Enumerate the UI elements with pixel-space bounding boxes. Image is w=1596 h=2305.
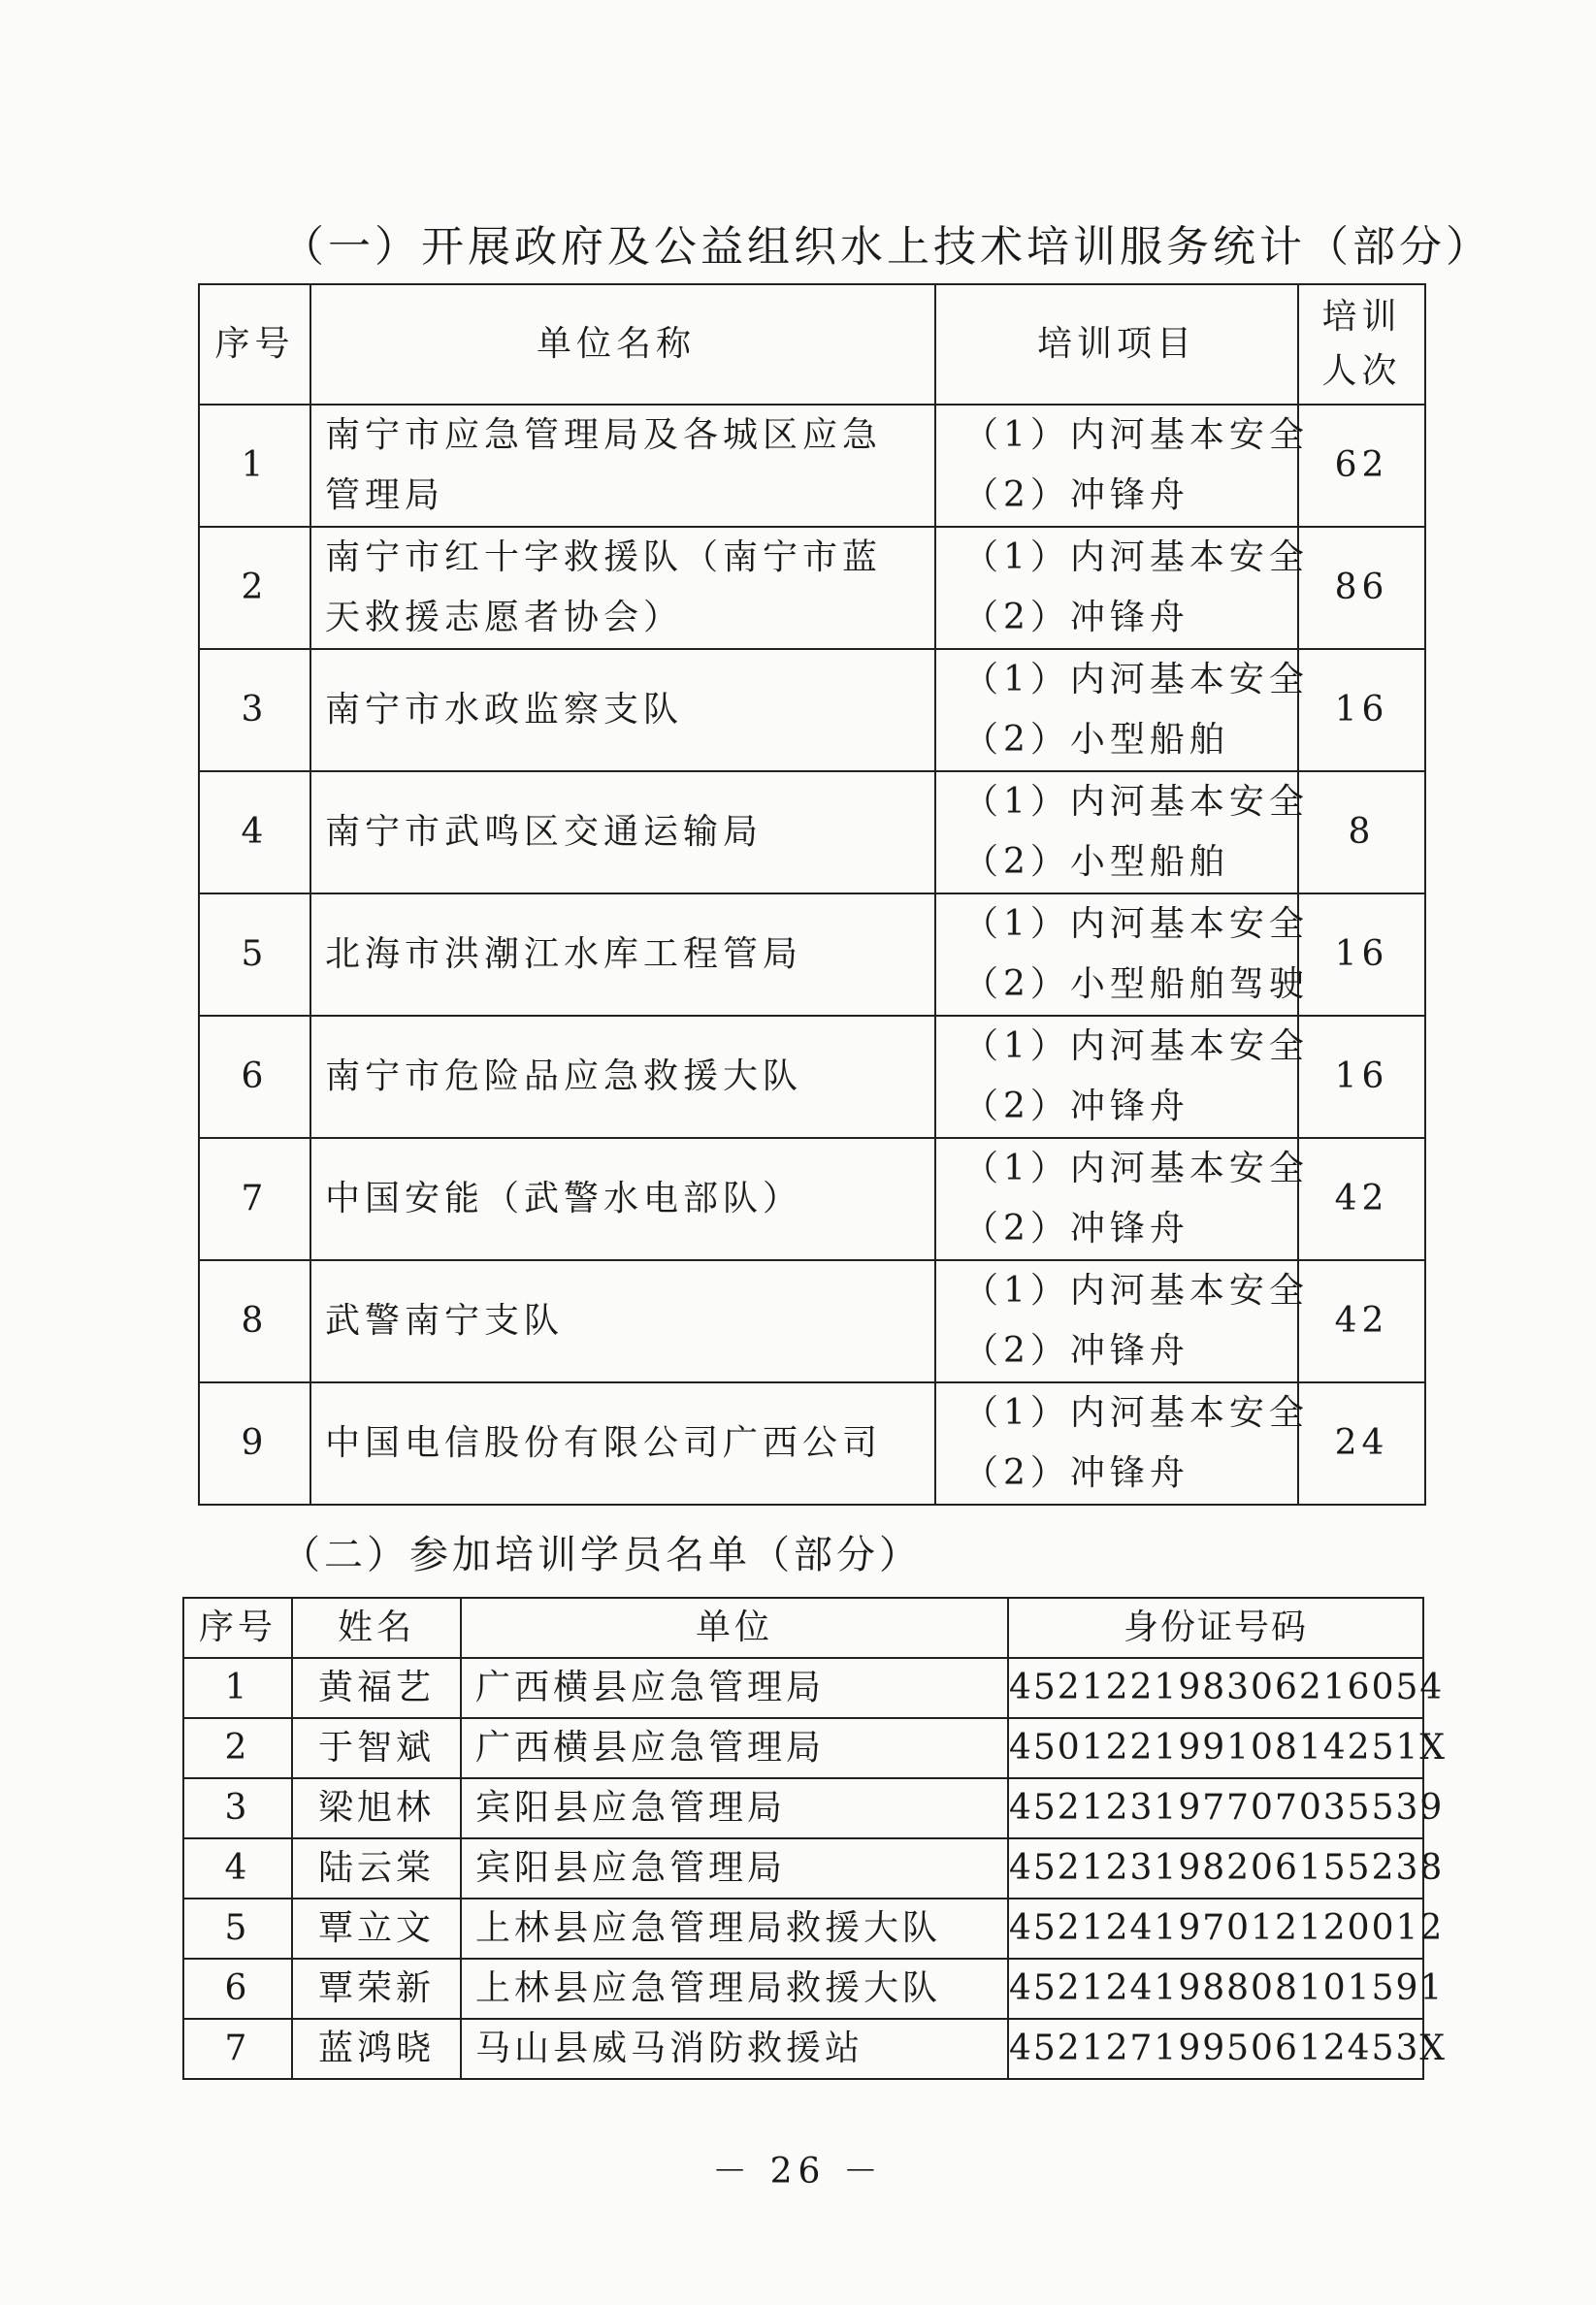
cell-unit: 广西横县应急管理局 — [461, 1718, 1008, 1778]
item-line-1: （1）内河基本安全 — [963, 660, 1309, 699]
cell-items — [935, 649, 1309, 771]
header-id: 身份证号码 — [1008, 1598, 1423, 1658]
cell-unit: 宾阳县应急管理局 — [461, 1778, 1008, 1838]
cell-no: 4 — [199, 771, 310, 893]
table-row — [183, 1899, 1423, 1959]
cell-unit: 马山县威马消防救援站 — [461, 2019, 1008, 2079]
cell-count: 8 — [1298, 771, 1425, 893]
cell-name: 蓝鸿晓 — [292, 2019, 461, 2079]
cell-unit: 南宁市水政监察支队 — [310, 649, 935, 771]
cell-no: 2 — [199, 527, 310, 649]
item-line-2: （2）冲锋舟 — [963, 1331, 1189, 1371]
cell-count: 16 — [1298, 649, 1425, 771]
header-no: 序号 — [183, 1598, 292, 1658]
table-row — [199, 1016, 1425, 1138]
cell-items — [935, 527, 1309, 649]
item-line-1: （1）内河基本安全 — [963, 904, 1309, 944]
item-line-2: （2）冲锋舟 — [963, 475, 1189, 515]
cell-no: 5 — [199, 893, 310, 1016]
table-header-row — [199, 284, 1425, 405]
table-row — [183, 2019, 1423, 2079]
cell-unit: 南宁市武鸣区交通运输局 — [310, 771, 935, 893]
header-count-line2: 人次 — [1321, 351, 1402, 391]
table-row — [183, 1959, 1423, 2019]
cell-no: 7 — [199, 1138, 310, 1260]
header-no: 序号 — [199, 284, 310, 405]
cell-no: 8 — [199, 1260, 310, 1382]
cell-name: 覃荣新 — [292, 1959, 461, 2019]
cell-count: 16 — [1298, 893, 1425, 1016]
table-row — [183, 1778, 1423, 1838]
cell-unit: 中国电信股份有限公司广西公司 — [310, 1382, 935, 1505]
cell-unit: 南宁市应急管理局及各城区应急管理局 — [310, 405, 935, 527]
cell-name: 于智斌 — [292, 1718, 461, 1778]
cell-count: 16 — [1298, 1016, 1425, 1138]
table-row — [199, 1382, 1425, 1505]
cell-count: 42 — [1298, 1138, 1425, 1260]
cell-no: 1 — [199, 405, 310, 527]
item-line-1: （1）内河基本安全 — [963, 1149, 1309, 1188]
item-line-1: （1）内河基本安全 — [963, 1026, 1309, 1066]
cell-name: 陆云棠 — [292, 1838, 461, 1899]
cell-no: 4 — [183, 1838, 292, 1899]
item-line-1: （1）内河基本安全 — [963, 1271, 1309, 1311]
cell-unit: 北海市洪潮江水库工程管局 — [310, 893, 935, 1016]
table-row — [199, 1260, 1425, 1382]
table-row — [183, 1718, 1423, 1778]
item-line-2: （2）冲锋舟 — [963, 1209, 1189, 1249]
cell-no: 6 — [183, 1959, 292, 2019]
section1-title: （一）开展政府及公益组织水上技术培训服务统计（部分） — [281, 222, 1492, 272]
cell-unit: 南宁市红十字救援队（南宁市蓝天救援志愿者协会） — [310, 527, 935, 649]
item-line-1: （1）内河基本安全 — [963, 415, 1309, 455]
table-row — [199, 771, 1425, 893]
item-line-2: （2）冲锋舟 — [963, 1087, 1189, 1126]
cell-no: 7 — [183, 2019, 292, 2079]
header-count — [1298, 284, 1425, 405]
cell-id: 452123197707035539 — [1008, 1778, 1423, 1838]
header-name: 姓名 — [292, 1598, 461, 1658]
cell-items — [935, 1382, 1309, 1505]
section2-title: （二）参加培训学员名单（部分） — [281, 1533, 922, 1577]
cell-no: 9 — [199, 1382, 310, 1505]
cell-no: 3 — [199, 649, 310, 771]
cell-unit: 宾阳县应急管理局 — [461, 1838, 1008, 1899]
cell-id: 45212719950612453X — [1008, 2019, 1423, 2079]
cell-count: 42 — [1298, 1260, 1425, 1382]
cell-items — [935, 1260, 1309, 1382]
cell-name: 黄福艺 — [292, 1658, 461, 1718]
table-row — [199, 893, 1425, 1016]
item-line-2: （2）冲锋舟 — [963, 1453, 1189, 1493]
cell-count: 62 — [1298, 405, 1425, 527]
cell-no: 6 — [199, 1016, 310, 1138]
cell-count: 86 — [1298, 527, 1425, 649]
table-row — [199, 405, 1425, 527]
cell-count: 24 — [1298, 1382, 1425, 1505]
table-header-row — [183, 1598, 1423, 1658]
item-line-1: （1）内河基本安全 — [963, 1393, 1309, 1433]
cell-items — [935, 893, 1309, 1016]
cell-items — [935, 771, 1309, 893]
table-row — [199, 527, 1425, 649]
header-count-line1: 培训 — [1321, 297, 1402, 337]
table-row — [199, 649, 1425, 771]
header-items: 培训项目 — [935, 284, 1298, 405]
header-unit: 单位 — [461, 1598, 1008, 1658]
table-row — [199, 1138, 1425, 1260]
item-line-2: （2）小型船舶驾驶 — [963, 964, 1309, 1004]
cell-id: 452122198306216054 — [1008, 1658, 1423, 1718]
cell-unit: 南宁市危险品应急救援大队 — [310, 1016, 935, 1138]
cell-name: 覃立文 — [292, 1899, 461, 1959]
training-stats-table — [198, 283, 1426, 1506]
trainee-list-table — [182, 1597, 1448, 2080]
cell-name: 梁旭林 — [292, 1778, 461, 1838]
cell-unit: 上林县应急管理局救援大队 — [461, 1959, 1008, 2019]
cell-id: 45012219910814251X — [1008, 1718, 1423, 1778]
cell-unit: 中国安能（武警水电部队） — [310, 1138, 935, 1260]
cell-unit: 武警南宁支队 — [310, 1260, 935, 1382]
cell-unit: 广西横县应急管理局 — [461, 1658, 1008, 1718]
table-row — [183, 1838, 1423, 1899]
cell-items — [935, 405, 1309, 527]
cell-no: 5 — [183, 1899, 292, 1959]
item-line-2: （2）冲锋舟 — [963, 598, 1189, 637]
item-line-2: （2）小型船舶 — [963, 720, 1229, 760]
table-row — [183, 1658, 1423, 1718]
cell-unit: 上林县应急管理局救援大队 — [461, 1899, 1008, 1959]
cell-items — [935, 1138, 1309, 1260]
item-line-1: （1）内河基本安全 — [963, 537, 1309, 577]
cell-items — [935, 1016, 1309, 1138]
cell-id: 452124197012120012 — [1008, 1899, 1423, 1959]
cell-no: 1 — [183, 1658, 292, 1718]
page-number: － 26 － — [712, 2152, 884, 2191]
cell-id: 452124198808101591 — [1008, 1959, 1423, 2019]
cell-no: 2 — [183, 1718, 292, 1778]
item-line-2: （2）小型船舶 — [963, 842, 1229, 882]
item-line-1: （1）内河基本安全 — [963, 782, 1309, 822]
header-unit: 单位名称 — [310, 284, 935, 405]
cell-id: 452123198206155238 — [1008, 1838, 1423, 1899]
cell-no: 3 — [183, 1778, 292, 1838]
